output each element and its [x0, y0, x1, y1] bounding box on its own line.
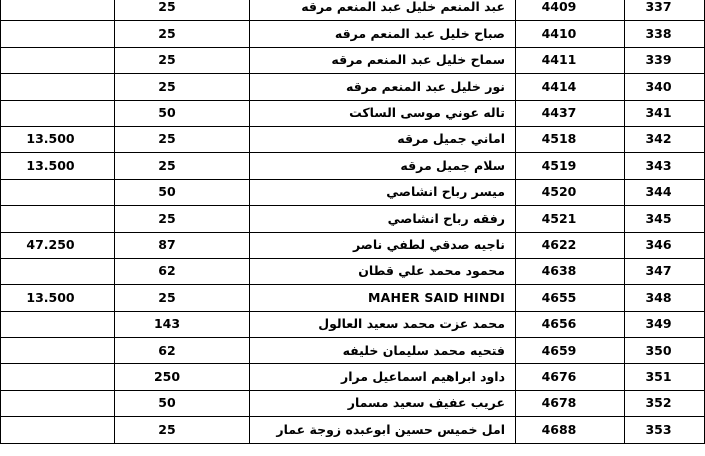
shareholder-name-cell: فتحيه محمد سليمان خليفه	[250, 338, 516, 364]
shareholder-name-cell: صباح خليل عبد المنعم مرقه	[250, 21, 516, 47]
shareholder-id-cell: 4521	[516, 206, 625, 232]
shareholder-name-cell: محمود محمد علي قطان	[250, 258, 516, 284]
amount-cell	[1, 21, 115, 47]
row-number-cell: 348	[625, 285, 705, 311]
shareholder-id-cell: 4410	[516, 21, 625, 47]
table-row	[1, 179, 705, 205]
amount-cell: 13.500	[1, 285, 115, 311]
amount-cell	[1, 179, 115, 205]
amount-cell	[1, 100, 115, 126]
share-count-cell: 50	[115, 390, 250, 416]
share-count-cell: 25	[115, 74, 250, 100]
amount-cell	[1, 74, 115, 100]
share-count-cell: 25	[115, 126, 250, 152]
shareholder-name-cell: داود ابراهيم اسماعيل مرار	[250, 364, 516, 390]
row-number-cell: 344	[625, 179, 705, 205]
row-number-cell: 337	[625, 0, 705, 21]
amount-cell	[1, 364, 115, 390]
table-row	[1, 206, 705, 232]
shareholder-id-cell: 4659	[516, 338, 625, 364]
share-count-cell: 62	[115, 258, 250, 284]
shareholder-name-cell: عبد المنعم خليل عبد المنعم مرقه	[250, 0, 516, 21]
row-number-cell: 352	[625, 390, 705, 416]
table-row	[1, 126, 705, 152]
shareholder-id-cell: 4622	[516, 232, 625, 258]
shareholder-id-cell: 4411	[516, 47, 625, 73]
amount-cell	[1, 206, 115, 232]
table-row	[1, 364, 705, 390]
share-count-cell: 25	[115, 206, 250, 232]
share-count-cell: 25	[115, 417, 250, 443]
shareholder-name-cell: سماح خليل عبد المنعم مرقه	[250, 47, 516, 73]
table-row	[1, 21, 705, 47]
row-number-cell: 341	[625, 100, 705, 126]
table-row	[1, 390, 705, 416]
table-row	[1, 258, 705, 284]
shareholder-name-cell: ميسر رباح انشاصي	[250, 179, 516, 205]
share-count-cell: 25	[115, 285, 250, 311]
table-row	[1, 338, 705, 364]
shareholder-name-cell: MAHER SAID HINDI	[250, 285, 516, 311]
share-count-cell: 250	[115, 364, 250, 390]
share-count-cell: 87	[115, 232, 250, 258]
row-number-cell: 343	[625, 153, 705, 179]
table-row	[1, 153, 705, 179]
shareholder-id-cell: 4676	[516, 364, 625, 390]
share-count-cell: 143	[115, 311, 250, 337]
share-count-cell: 50	[115, 100, 250, 126]
shareholder-id-cell: 4656	[516, 311, 625, 337]
amount-cell	[1, 0, 115, 21]
table-row	[1, 311, 705, 337]
shareholder-name-cell: نور خليل عبد المنعم مرقه	[250, 74, 516, 100]
shareholder-id-cell: 4518	[516, 126, 625, 152]
row-number-cell: 350	[625, 338, 705, 364]
shareholder-name-cell: امل خميس حسين ابوعبده زوجة عمار	[250, 417, 516, 443]
amount-cell	[1, 47, 115, 73]
shareholder-name-cell: محمد عزت محمد سعيد العالول	[250, 311, 516, 337]
table-row	[1, 47, 705, 73]
amount-cell	[1, 417, 115, 443]
row-number-cell: 346	[625, 232, 705, 258]
amount-cell: 13.500	[1, 153, 115, 179]
row-number-cell: 353	[625, 417, 705, 443]
shareholder-id-cell: 4519	[516, 153, 625, 179]
shareholder-id-cell: 4437	[516, 100, 625, 126]
shareholder-id-cell: 4520	[516, 179, 625, 205]
table-row	[1, 74, 705, 100]
shareholder-name-cell: ناجيه صدقي لطفي ناصر	[250, 232, 516, 258]
amount-cell	[1, 311, 115, 337]
table-row	[1, 285, 705, 311]
amount-cell	[1, 338, 115, 364]
shareholder-id-cell: 4688	[516, 417, 625, 443]
amount-cell	[1, 258, 115, 284]
row-number-cell: 338	[625, 21, 705, 47]
row-number-cell: 345	[625, 206, 705, 232]
amount-cell	[1, 390, 115, 416]
shareholder-id-cell: 4409	[516, 0, 625, 21]
share-count-cell: 62	[115, 338, 250, 364]
shareholder-name-cell: اماني جميل مرقه	[250, 126, 516, 152]
table-row	[1, 100, 705, 126]
share-count-cell: 25	[115, 0, 250, 21]
row-number-cell: 351	[625, 364, 705, 390]
share-count-cell: 25	[115, 153, 250, 179]
share-count-cell: 25	[115, 47, 250, 73]
row-number-cell: 342	[625, 126, 705, 152]
table-row	[1, 0, 705, 21]
amount-cell: 47.250	[1, 232, 115, 258]
share-count-cell: 50	[115, 179, 250, 205]
amount-cell: 13.500	[1, 126, 115, 152]
shareholder-id-cell: 4678	[516, 390, 625, 416]
share-count-cell: 25	[115, 21, 250, 47]
row-number-cell: 339	[625, 47, 705, 73]
shareholders-table-body	[1, 0, 705, 443]
shareholder-name-cell: عريب عفيف سعيد مسمار	[250, 390, 516, 416]
shareholder-id-cell: 4655	[516, 285, 625, 311]
shareholder-id-cell: 4414	[516, 74, 625, 100]
shareholder-name-cell: تاله عوني موسى الساكت	[250, 100, 516, 126]
shareholder-id-cell: 4638	[516, 258, 625, 284]
shareholder-name-cell: سلام جميل مرقه	[250, 153, 516, 179]
shareholder-name-cell: رفقه رباح انشاصي	[250, 206, 516, 232]
table-row	[1, 417, 705, 443]
row-number-cell: 347	[625, 258, 705, 284]
table-row	[1, 232, 705, 258]
row-number-cell: 340	[625, 74, 705, 100]
row-number-cell: 349	[625, 311, 705, 337]
